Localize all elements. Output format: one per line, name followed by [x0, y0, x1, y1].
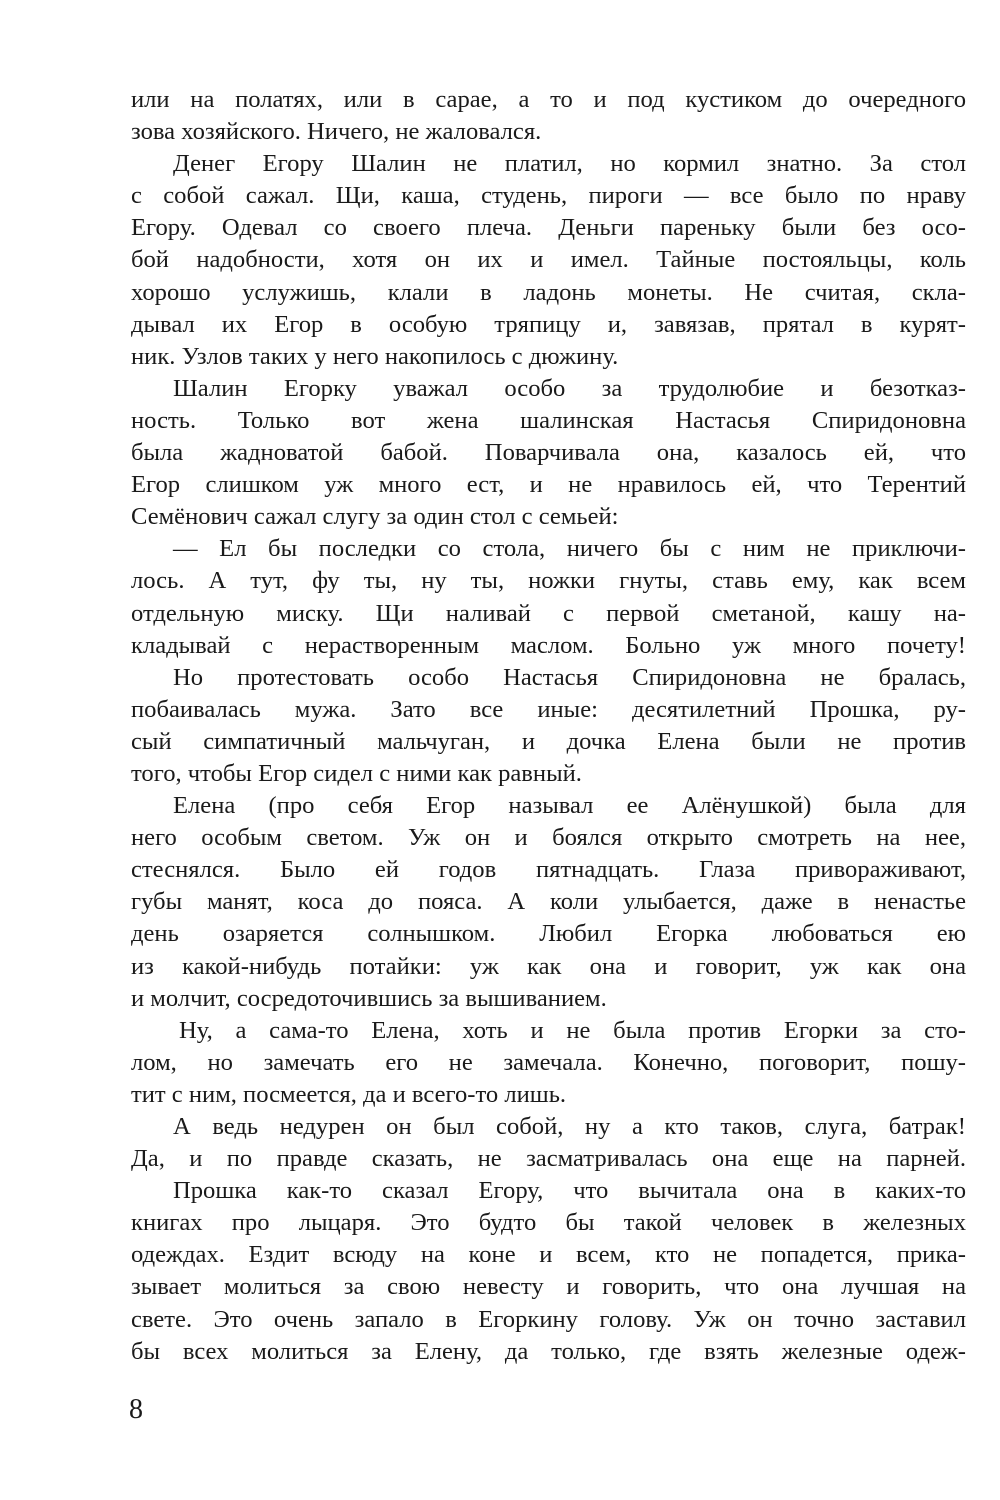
text-line: была жадноватой бабой. Поварчивала она, казалось ей, что [131, 439, 966, 467]
text-line: Денег Егору Шалин не платил, но кормил знатно. За стол [173, 150, 966, 178]
body-text [131, 84, 966, 1368]
text-line: Прошка как-то сказал Егору, что вычитала она в каких-то [173, 1177, 966, 1205]
text-line: Шалин Егорку уважал особо за трудолюбие и безотказ- [173, 374, 966, 402]
text-line: него особым светом. Уж он и боялся открыто смотреть на нее, [131, 824, 966, 852]
text-line: зывает молиться за свою невесту и говорить, что она лучшая на [131, 1273, 966, 1301]
text-line: отдельную миску. Щи наливай с первой сметаной, кашу на- [131, 599, 966, 627]
text-line: ность. Только вот жена шалинская Настасья Спиридоновна [131, 406, 966, 434]
text-line: А ведь недурен он был собой, ну а кто таков, слуга, батрак! [173, 1113, 966, 1140]
text-line: зова хозяйского. Ничего, не жаловался. [131, 118, 542, 146]
text-line: того, чтобы Егор сидел с ними как равный. [131, 759, 582, 787]
text-line: Егору. Одевал со своего плеча. Деньги пареньку были без осо- [131, 214, 966, 242]
text-line: с собой сажал. Щи, каша, студень, пироги — все было по нраву [131, 182, 966, 210]
text-line: тит с ним, посмеется, да и всего-то лишь. [131, 1080, 567, 1108]
text-line: губы манят, коса до пояса. А коли улыбается, даже в ненастье [131, 888, 966, 916]
text-line: — Ел бы последки со стола, ничего бы с ним не приключи- [173, 535, 966, 563]
text-line: одеждах. Ездит всюду на коне и всем, кто не попадется, прика- [131, 1241, 966, 1269]
text-line: или на полатях, или в сарае, а то и под кустиком до очередного [131, 86, 966, 113]
text-line: Да, и по правде сказать, не засматривалась она еще на парней. [131, 1145, 966, 1173]
text-line: книгах про лыцаря. Это будто бы такой человек в железных [131, 1209, 966, 1237]
page-number: 8 [129, 1394, 143, 1425]
text-line: бы всех молиться за Елену, да только, где взять железные одеж- [131, 1337, 966, 1365]
text-line: из какой-нибудь потайки: уж как она и говорит, уж как она [131, 952, 966, 980]
text-line: кладывай с нерастворенным маслом. Больно уж много почету! [131, 631, 966, 659]
text-line: хорошо услужишь, клали в ладонь монеты. Не считая, скла- [131, 278, 966, 306]
text-line: дывал их Егор в особую тряпицу и, завязав, прятал в курят- [131, 310, 966, 338]
text-line: Но протестовать особо Настасья Спиридоновна не бралась, [173, 663, 966, 691]
text-line: бой надобности, хотя он их и имел. Тайные постояльцы, коль [131, 246, 966, 274]
text-line: побаивалась мужа. Зато все иные: десятилетний Прошка, ру- [131, 695, 966, 723]
text-line: лось. А тут, фу ты, ну ты, ножки гнуты, ставь ему, как всем [131, 567, 966, 595]
text-line: стеснялся. Было ей годов пятнадцать. Глаза привораживают, [131, 856, 966, 884]
text-line: и молчит, сосредоточившись за вышиванием. [131, 984, 607, 1012]
text-line: Елена (про себя Егор называл ее Алёнушкой) была для [173, 792, 966, 820]
text-line: ник. Узлов таких у него накопилось с дюжину. [131, 342, 619, 370]
text-line: день озаряется солнышком. Любил Егорка любоваться ею [131, 920, 966, 948]
text-line: лом, но замечать его не замечала. Конечно, поговорит, пошу- [131, 1048, 966, 1076]
text-line: сый симпатичный мальчуган, и дочка Елена были не против [131, 727, 966, 755]
text-line: Ну, а сама-то Елена, хоть и не была против Егорки за сто- [179, 1016, 966, 1044]
text-line: свете. Это очень запало в Егоркину голову. Уж он точно заставил [131, 1305, 966, 1333]
text-line: Егор слишком уж много ест, и не нравилось ей, что Терентий [131, 471, 966, 499]
text-line: Семёнович сажал слугу за один стол с семьей: [131, 503, 619, 531]
